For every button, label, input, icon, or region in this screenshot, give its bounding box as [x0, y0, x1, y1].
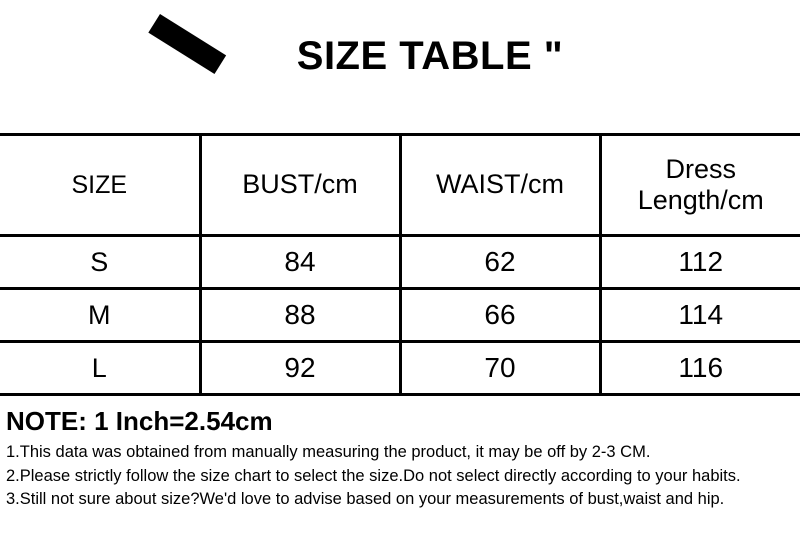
column-header-size: SIZE	[0, 136, 200, 236]
cell-waist: 66	[400, 289, 600, 342]
note-line-2: 2.Please strictly follow the size chart to select the size.Do not select directly according to your habits.	[6, 466, 741, 485]
size-table	[0, 136, 800, 396]
notes-section	[0, 396, 800, 511]
column-header-waist: WAIST/cm	[400, 136, 600, 236]
note-line-1: 1.This data was obtained from manually measuring the product, it may be off by 2-3 CM.	[6, 443, 651, 462]
cell-bust: 92	[200, 342, 400, 395]
cell-bust: 88	[200, 289, 400, 342]
note-line-3: 3.Still not sure about size?We'd love to advise based on your measurements of bust,waist and hip.	[6, 490, 725, 509]
table-row	[0, 236, 800, 289]
cell-dress-length: 114	[600, 289, 800, 342]
column-header-bust: BUST/cm	[200, 136, 400, 236]
table-row	[0, 289, 800, 342]
page-title: SIZE TABLE "	[296, 34, 564, 78]
cell-waist: 62	[400, 236, 600, 289]
cell-size: M	[0, 289, 200, 342]
note-title: NOTE: 1 Inch=2.54cm	[6, 406, 273, 436]
document-header	[0, 0, 800, 136]
cell-size: S	[0, 236, 200, 289]
table-row	[0, 342, 800, 395]
cell-size: L	[0, 342, 200, 395]
table-header-row	[0, 136, 800, 236]
cell-dress-length: 116	[600, 342, 800, 395]
cell-dress-length: 112	[600, 236, 800, 289]
cell-waist: 70	[400, 342, 600, 395]
cell-bust: 84	[200, 236, 400, 289]
column-header-dress-length: Dress Length/cm	[600, 136, 800, 236]
